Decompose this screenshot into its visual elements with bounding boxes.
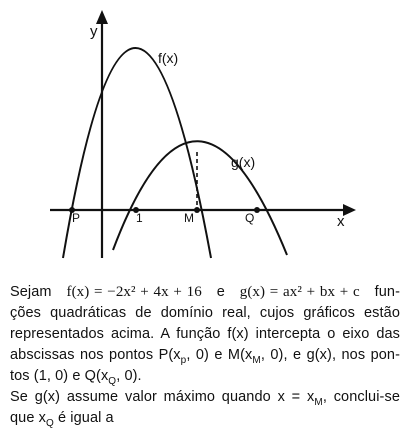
formula-f: f(x) = −2x² + 4x + 16	[66, 284, 202, 300]
sub-m2: M	[314, 396, 323, 408]
point-m-dot	[194, 207, 200, 213]
text-l6a: Se g(x) assume valor máximo quando x = x	[10, 389, 315, 405]
text-fun: fun-	[374, 284, 400, 300]
text-e: e	[216, 284, 225, 300]
curve-f	[63, 48, 211, 258]
point-one-label: 1	[136, 211, 143, 225]
text-sejam: Sejam	[10, 284, 52, 300]
text-l7a: que x	[10, 410, 46, 426]
text-line-7	[10, 408, 400, 429]
text-line-3: representados acima. A função f(x) intercepta o eixo das	[10, 326, 400, 342]
sub-p: p	[180, 354, 187, 366]
text-line-4	[10, 345, 400, 366]
question-text	[10, 282, 400, 429]
sub-q2: Q	[45, 417, 54, 429]
x-axis-label: x	[337, 213, 345, 230]
text-l4b: , 0) e M(x	[186, 347, 253, 363]
x-axis-arrow	[343, 204, 356, 216]
text-l7b: é igual a	[53, 410, 114, 426]
point-q-dot	[254, 207, 260, 213]
sub-q: Q	[108, 375, 117, 387]
text-l4c: , 0), e g(x), nos pon-	[260, 347, 400, 363]
curve-g-label: g(x)	[231, 154, 256, 170]
text-line-5	[10, 366, 400, 387]
y-axis-arrow	[96, 10, 108, 24]
point-m-label: M	[184, 211, 194, 225]
text-l5b: , 0).	[116, 368, 142, 384]
text-line-6	[10, 387, 400, 408]
sub-m: M	[252, 354, 261, 366]
point-q-label: Q	[245, 211, 255, 225]
formula-g: g(x) = ax² + bx + c	[239, 284, 360, 300]
text-l5a: tos (1, 0) e Q(x	[10, 368, 109, 384]
text-l6b: , conclui-se	[322, 389, 400, 405]
text-line-1	[10, 282, 400, 303]
y-axis-label: y	[90, 23, 98, 40]
text-l4a: abscissas nos pontos P(x	[10, 347, 181, 363]
text-line-2: ções quadráticas de domínio real, cujos gráficos estão	[10, 305, 400, 321]
curve-f-label: f(x)	[158, 50, 179, 66]
point-p-label: P	[72, 211, 81, 225]
